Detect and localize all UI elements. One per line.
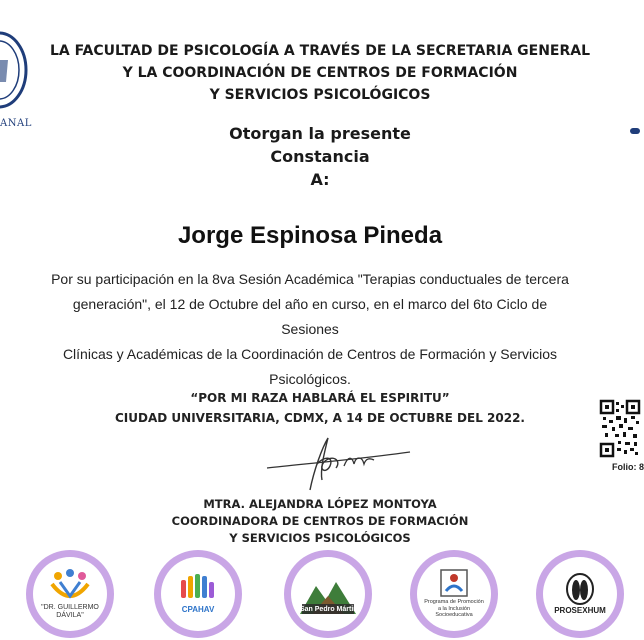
motto-line: “POR MI RAZA HABLARÁ EL ESPIRITU” (190, 391, 450, 405)
header-line: Y LA COORDINACIÓN DE CENTROS DE FORMACIÓN (122, 65, 518, 81)
logo-centro-servicios (26, 550, 114, 638)
right-seal-fragment (630, 128, 640, 134)
grant-line: Otorgan la presente (229, 124, 411, 143)
signer-line: Y SERVICIOS PSICOLÓGICOS (229, 531, 411, 545)
signer-block (130, 496, 510, 547)
logo-programa-inclusion (410, 550, 498, 638)
grant-line: Constancia (270, 147, 370, 166)
logo-name: PROSEXHUM (554, 606, 606, 615)
logo-name: San Pedro Mártir (299, 606, 356, 613)
logo-caption: "DR. GUILLERMO DÁVILA" (41, 604, 99, 619)
header-line: Y SERVICIOS PSICOLÓGICOS (209, 87, 431, 103)
recipient-name: Jorge Espinosa Pineda (177, 222, 443, 249)
body-line: Psicológicos. (269, 371, 351, 387)
logo-prosexhum (536, 550, 624, 638)
certificate-body (50, 267, 570, 392)
inclusion-icon (440, 569, 468, 597)
signature-icon (262, 430, 412, 500)
signer-line: COORDINADORA DE CENTROS DE FORMACIÓN (171, 514, 469, 528)
certificate-header (40, 40, 600, 106)
header-line: LA FACULTAD DE PSICOLOGÍA A TRAVÉS DE LA SECRETARIA GENERAL (49, 43, 591, 59)
body-line: generación", el 12 de Octubre del año en curso, en el marco del 6to Ciclo de Sesiones (72, 296, 548, 337)
logo-name: CPAHAV (181, 605, 215, 614)
seal-caption: ANAL (0, 118, 32, 129)
grant-statement (170, 122, 470, 191)
people-icon (50, 568, 90, 602)
hand-icon (177, 574, 219, 604)
qr-code-icon (600, 400, 640, 458)
university-seal-icon (0, 30, 28, 110)
grant-line: A: (310, 170, 330, 189)
signer-line: MTRA. ALEJANDRA LÓPEZ MONTOYA (203, 497, 437, 511)
body-line: Por su participación en la 8va Sesión Académica "Terapias conductuales de tercera (51, 271, 569, 287)
motto-line: CIUDAD UNIVERSITARIA, CDMX, A 14 DE OCTUBRE DEL 2022. (115, 411, 525, 425)
logo-san-pedro-martir (284, 550, 372, 638)
logo-cpahav (154, 550, 242, 638)
figures-icon (565, 573, 595, 605)
folio-label: Folio: 8 (612, 462, 644, 472)
logo-name: Programa de Promoción a la Inclusión Socioeducativa (424, 599, 484, 619)
body-line: Clínicas y Académicas de la Coordinación de Centros de Formación y Servicios (62, 346, 558, 362)
motto-block (90, 388, 550, 428)
